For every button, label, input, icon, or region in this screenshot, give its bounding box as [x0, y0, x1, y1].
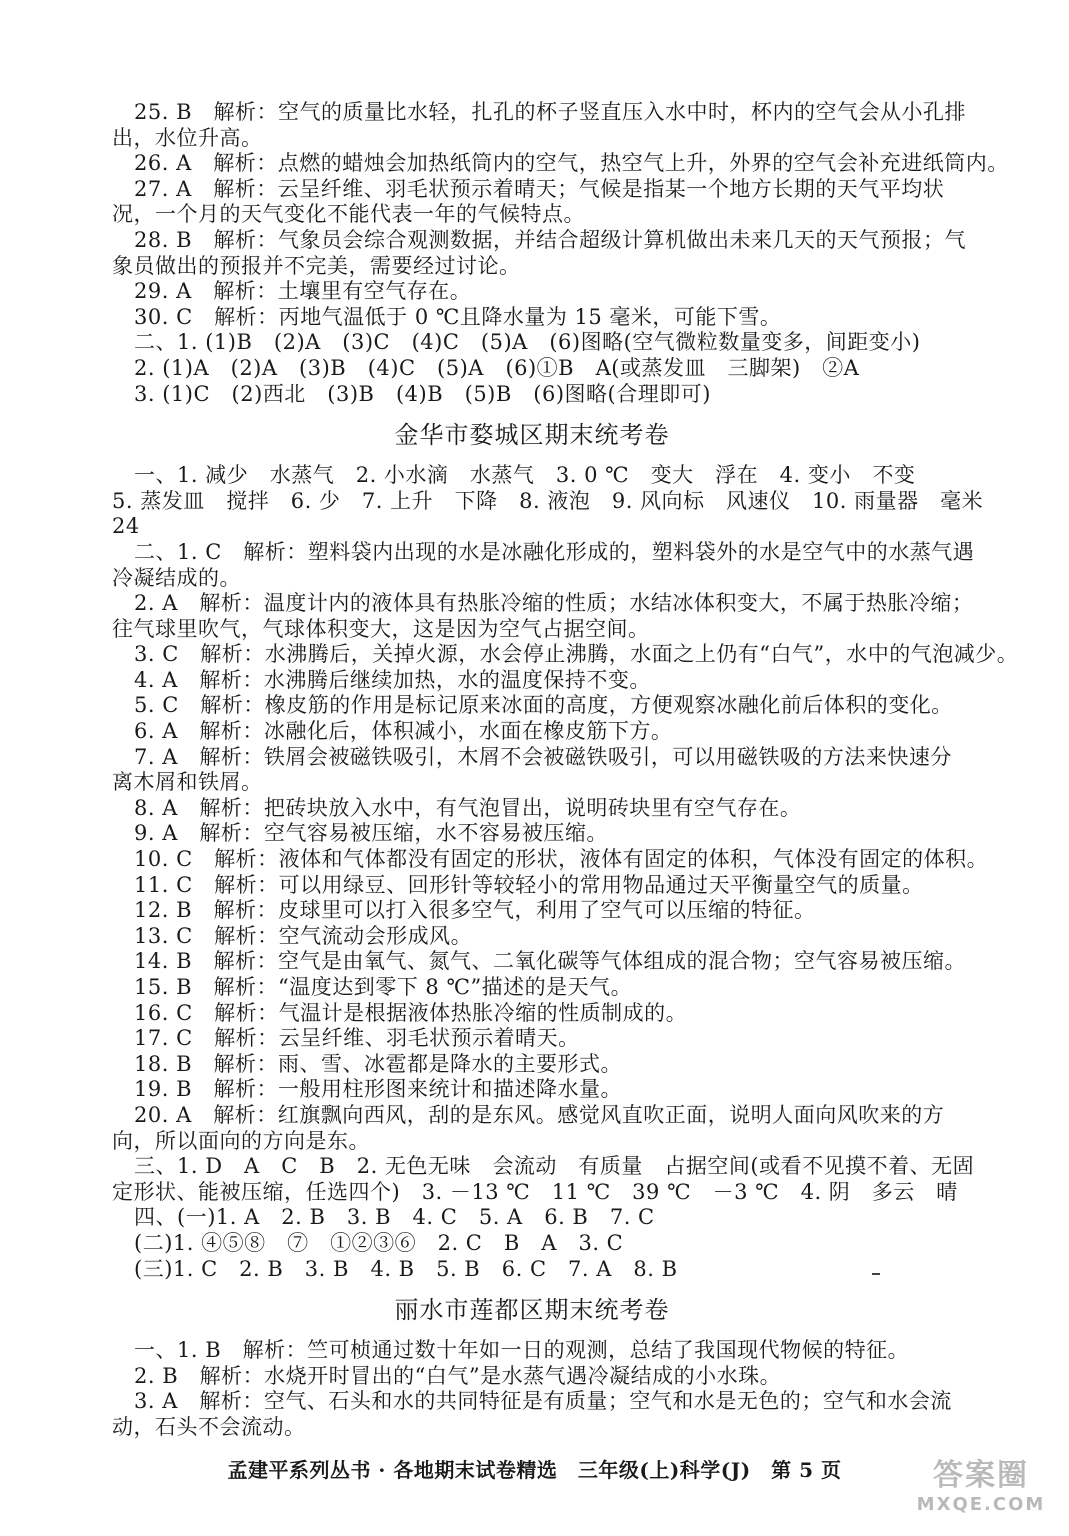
answer-line: 2. B 解析：水烧开时冒出的“白气”是水蒸气遇冷凝结成的小水珠。 — [134, 1363, 782, 1388]
section-title-lishui: 丽水市莲都区期末统考卷 — [394, 1296, 670, 1325]
answer-line: 冷凝结成的。 — [112, 565, 241, 590]
answer-line: 象员做出的预报并不完美，需要经过讨论。 — [112, 253, 521, 278]
answer-line: 10. C 解析：液体和气体都没有固定的形状，液体有固定的体积，气体没有固定的体积。 — [134, 847, 989, 872]
answer-line: 18. B 解析：雨、雪、冰雹都是降水的主要形式。 — [134, 1051, 623, 1076]
answer-line: 7. A 解析：铁屑会被磁铁吸引，木屑不会被磁铁吸引，可以用磁铁吸的方法来快速分 — [134, 744, 952, 769]
stray-mark — [872, 1273, 880, 1275]
answer-line: 17. C 解析：云呈纤维、羽毛状预示着晴天。 — [134, 1026, 580, 1051]
watermark-url: MXQE.COM — [916, 1494, 1046, 1515]
answer-line: 5. 蒸发皿 搅拌 6. 少 7. 上升 下降 8. 液泡 9. 风向标 风速仪 10. 雨量器 毫米 — [112, 488, 984, 513]
answer-line: 二、1. C 解析：塑料袋内出现的水是冰融化形成的，塑料袋外的水是空气中的水蒸气遇 — [134, 539, 975, 564]
answer-line: 20. A 解析：红旗飘向西风，刮的是东风。感觉风直吹正面，说明人面向风吹来的方 — [134, 1102, 945, 1127]
answer-block-top — [112, 100, 1009, 407]
answer-line: 19. B 解析：一般用柱形图来统计和描述降水量。 — [134, 1077, 623, 1102]
answer-line: 26. A 解析：点燃的蜡烛会加热纸筒内的空气，热空气上升，外界的空气会补充进纸筒内。 — [134, 151, 1009, 176]
answer-line: 5. C 解析：橡皮筋的作用是标记原来冰面的高度，方便观察冰融化前后体积的变化。 — [134, 693, 953, 718]
answer-block-jinhua — [112, 463, 1019, 1282]
answer-block-lishui — [112, 1338, 952, 1440]
answer-line: 四、(一)1. A 2. B 3. B 4. C 5. A 6. B 7. C — [134, 1205, 655, 1230]
answer-line: 27. A 解析：云呈纤维、羽毛状预示着晴天；气候是指某一个地方长期的天气平均状 — [134, 176, 945, 201]
section-title-jinhua: 金华市婺城区期末统考卷 — [394, 421, 670, 450]
answer-line: 13. C 解析：空气流动会形成风。 — [134, 923, 473, 948]
answer-line: 14. B 解析：空气是由氧气、氮气、二氧化碳等气体组成的混合物；空气容易被压缩。 — [134, 949, 967, 974]
answer-line: 动，石头不会流动。 — [112, 1414, 306, 1439]
answer-line: 三、1. D A C B 2. 无色无味 会流动 有质量 占据空间(或看不见摸不着、无固 — [134, 1154, 975, 1179]
answer-line: 出，水位升高。 — [112, 125, 263, 150]
answer-line: 定形状、能被压缩，任选四个) 3. －13 ℃ 11 ℃ 39 ℃ －3 ℃ 4. 阴 多云 晴 — [112, 1179, 958, 1204]
answer-line: 3. C 解析：水沸腾后，关掉火源，水会停止沸腾，水面之上仍有“白气”，水中的气泡减少。 — [134, 642, 1019, 667]
answer-line: 30. C 解析：丙地气温低于 0 ℃且降水量为 15 毫米，可能下雪。 — [134, 304, 782, 329]
answer-line: 3. A 解析：空气、石头和水的共同特征是有质量；空气和水是无色的；空气和水会流 — [134, 1389, 952, 1414]
answer-line: 24 — [112, 514, 140, 539]
answer-line: 二、1. (1)B (2)A (3)C (4)C (5)A (6)图略(空气微粒数量变多，间距变小) — [134, 330, 921, 355]
answer-line: 3. (1)C (2)西北 (3)B (4)B (5)B (6)图略(合理即可) — [134, 381, 711, 406]
answer-line: 29. A 解析：土壤里有空气存在。 — [134, 279, 472, 304]
answer-line: (三)1. C 2. B 3. B 4. B 5. B 6. C 7. A 8. B — [134, 1256, 678, 1281]
answer-line: 16. C 解析：气温计是根据液体热胀冷缩的性质制成的。 — [134, 1000, 688, 1025]
answer-line: 12. B 解析：皮球里可以打入很多空气，利用了空气可以压缩的特征。 — [134, 898, 816, 923]
answer-line: 9. A 解析：空气容易被压缩，水不容易被压缩。 — [134, 821, 608, 846]
answer-line: 8. A 解析：把砖块放入水中，有气泡冒出，说明砖块里有空气存在。 — [134, 795, 802, 820]
answer-line: 11. C 解析：可以用绿豆、回形针等较轻小的常用物品通过天平衡量空气的质量。 — [134, 872, 924, 897]
answer-line: 往气球里吹气，气球体积变大，这是因为空气占据空间。 — [112, 616, 650, 641]
answer-line: 况，一个月的天气变化不能代表一年的气候特点。 — [112, 202, 585, 227]
answer-line: 向，所以面向的方向是东。 — [112, 1128, 370, 1153]
answer-line: 28. B 解析：气象员会综合观测数据，并结合超级计算机做出未来几天的天气预报；气 — [134, 227, 967, 252]
page-footer: 孟建平系列丛书 · 各地期末试卷精选 三年级(上)科学(J) 第 5 页 — [227, 1458, 842, 1482]
answer-line: 2. (1)A (2)A (3)B (4)C (5)A (6)①B A(或蒸发皿 三脚架) ②A — [134, 355, 860, 380]
answer-line: 2. A 解析：温度计内的液体具有热胀冷缩的性质；水结冰体积变大，不属于热胀冷缩； — [134, 591, 974, 616]
watermark-text: 答案圈 — [933, 1458, 1029, 1493]
answer-line: 25. B 解析：空气的质量比水轻，扎孔的杯子竖直压入水中时，杯内的空气会从小孔排 — [134, 100, 967, 124]
answer-line: 15. B 解析：“温度达到零下 8 ℃”描述的是天气。 — [134, 975, 633, 999]
answer-line: 6. A 解析：冰融化后，体积减小，水面在橡皮筋下方。 — [134, 719, 673, 744]
watermark-logo — [911, 1458, 1051, 1524]
answer-line: 4. A 解析：水沸腾后继续加热，水的温度保持不变。 — [134, 667, 651, 692]
answer-line: 一、1. B 解析：竺可桢通过数十年如一日的观测，总结了我国现代物候的特征。 — [134, 1338, 910, 1363]
answer-line: (二)1. ④⑤⑧ ⑦ ①②③⑥ 2. C B A 3. C — [134, 1230, 624, 1255]
answer-line: 一、1. 减少 水蒸气 2. 小水滴 水蒸气 3. 0 ℃ 变大 浮在 4. 变小 不变 — [134, 463, 916, 488]
answer-line: 离木屑和铁屑。 — [112, 770, 263, 795]
answer-page — [112, 100, 1019, 1441]
